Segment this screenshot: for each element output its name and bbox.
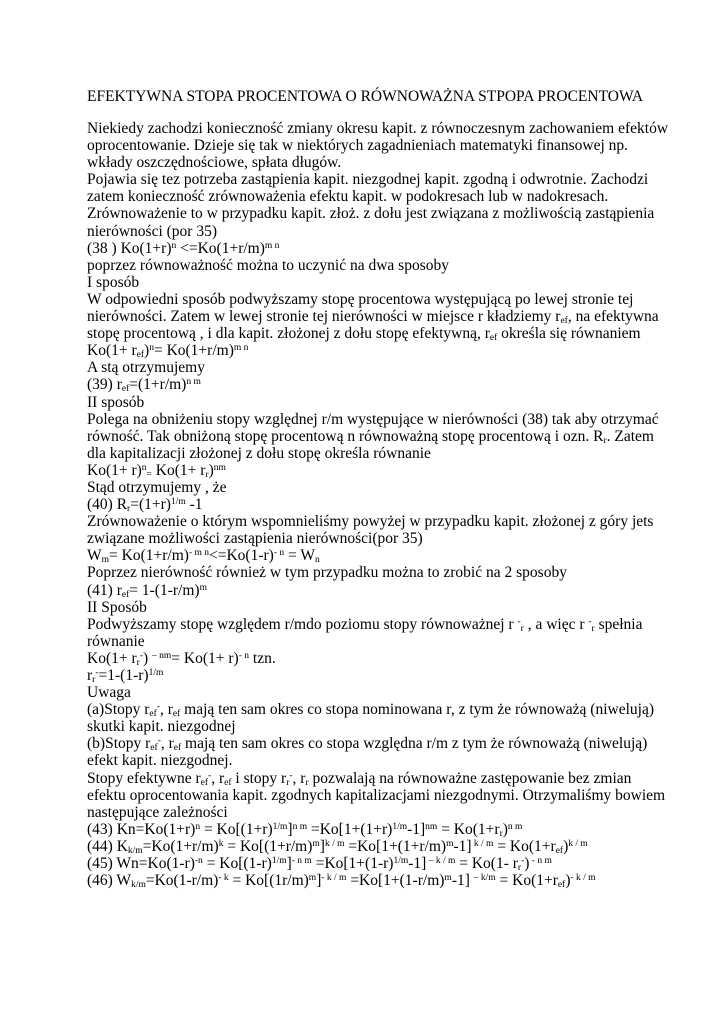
text-line	[87, 701, 677, 718]
text-line	[87, 240, 677, 257]
superscript: - n	[238, 650, 250, 661]
text-line	[87, 462, 677, 479]
superscript: nm	[213, 462, 226, 473]
text-run: Ko(1+ r	[87, 342, 137, 360]
text-run: spełnia	[594, 615, 643, 633]
subscript: r	[591, 623, 595, 634]
text-line	[87, 770, 677, 787]
text-run: Ko(1+ r	[87, 649, 137, 667]
text-run: =(1+r/m)	[129, 376, 187, 394]
text-run: tzn.	[249, 649, 276, 667]
text-line	[87, 479, 677, 496]
text-line	[87, 411, 677, 428]
superscript: 1/m	[148, 668, 164, 678]
text-line	[87, 599, 677, 616]
text-run: (41) r	[87, 581, 122, 599]
subscript: r	[205, 469, 209, 480]
text-run: zatem konieczność zrównoważenia efektu kapit. w podokresach lub w nadokresach.	[87, 188, 609, 206]
superscript: n	[141, 462, 147, 473]
text-run: (40) R	[87, 496, 128, 514]
text-run: Ko(1+ r)	[87, 461, 142, 479]
text-run: (b)Stopy r	[87, 735, 151, 753]
text-run: mają ten sam okres co stopa względna r/m z tym że równoważą (niwelują)	[181, 735, 648, 753]
text-run: <=Ko(1-r)	[209, 547, 274, 565]
text-run: (a)Stopy r	[87, 701, 150, 719]
text-line	[87, 291, 677, 308]
text-run: skutki kapit. niezgodnej	[87, 718, 236, 736]
text-line	[87, 188, 677, 205]
text-run: (45) Wn=Ko(1-r)	[87, 855, 195, 873]
superscript: n	[149, 343, 154, 354]
text-line	[87, 547, 677, 564]
text-run: = Ko[(1+r/m)	[223, 837, 313, 855]
text-run: (44) K	[87, 837, 128, 855]
text-line	[87, 496, 677, 513]
subscript: ef	[557, 880, 566, 891]
superscript: -	[156, 702, 160, 713]
superscript: -	[588, 616, 592, 627]
text-run: ]	[286, 855, 292, 873]
text-run: r	[87, 667, 93, 684]
text-run: , r	[159, 701, 173, 719]
text-run: ]	[287, 820, 293, 838]
subscript: ef	[555, 845, 564, 856]
subscript: ef	[200, 777, 209, 788]
text-run: Ko(1+ r	[151, 461, 206, 479]
text-line	[87, 308, 677, 325]
superscript: 1/m	[272, 821, 288, 832]
superscript: m	[446, 838, 454, 849]
subscript: r	[127, 504, 131, 515]
text-run: =(1+r)	[130, 496, 171, 514]
text-run: <=Ko(1+r/m)	[176, 239, 265, 257]
text-run: mają ten sam okres co stopa nominowana r, z tym że równoważą (niwelują)	[180, 701, 654, 719]
text-run: Zrównoważenie to w przypadku kapit. złoż. z dołu jest związana z możliwością zastąpienia	[87, 205, 655, 223]
text-run: )	[524, 855, 530, 873]
text-line	[87, 633, 677, 650]
superscript: -	[289, 770, 293, 781]
subscript: ef	[150, 743, 158, 754]
text-run: pozwalają na równoważne zastępowanie bez zmian	[308, 769, 632, 787]
text-line	[87, 445, 677, 462]
superscript: -	[208, 770, 212, 781]
text-line	[87, 684, 677, 701]
superscript: - m n	[188, 548, 209, 559]
text-run: =Ko[1+(1+r)	[307, 820, 393, 838]
text-line	[87, 376, 677, 393]
text-run: -1]	[408, 855, 427, 873]
superscript: nm	[425, 821, 438, 832]
document-body	[87, 120, 677, 889]
text-line	[87, 838, 677, 855]
text-line	[87, 667, 677, 684]
text-run: -1]	[451, 872, 474, 890]
text-line	[87, 855, 677, 872]
text-run: równanie	[87, 632, 145, 650]
text-run: , na efektywna	[567, 308, 659, 326]
superscript: m	[312, 838, 320, 849]
text-line	[87, 821, 677, 838]
subscript: ef	[121, 384, 130, 395]
document-title: EFEKTYWNA STOPA PROCENTOWA O RÓWNOWAŻNA STPOPA PROCENTOWA	[87, 88, 644, 105]
text-run: -1	[185, 496, 203, 514]
superscript: - k	[218, 873, 229, 884]
text-run: Uwaga	[87, 684, 131, 702]
text-run: (39) r	[87, 376, 122, 394]
text-line	[87, 564, 677, 581]
text-run: )	[563, 837, 569, 855]
subscript: r	[520, 623, 524, 634]
text-line	[87, 120, 677, 137]
text-run: =Ko[1+(1-r/m)	[346, 872, 445, 890]
text-run: , r	[160, 735, 174, 753]
text-run: nierówności. Zatem w lewej stronie tej nierówności w miejsce r kładziemy r	[87, 308, 561, 326]
text-run: II sposób	[87, 393, 145, 411]
subscript: r	[286, 777, 290, 788]
text-run: efektu oprocentowania kapit. zgodnych kapitalizacjami niezgodnymi. Otrzymaliśmy bowiem	[87, 786, 666, 804]
superscript: n m	[507, 821, 523, 832]
text-run: W odpowiedni sposób podwyższamy stopę procentowa występującą po lewej stronie tej	[87, 290, 634, 308]
text-run: efekt kapit. niezgodnej.	[87, 752, 233, 770]
subscript: k/m	[131, 880, 146, 891]
text-line	[87, 359, 677, 376]
text-line	[87, 342, 677, 359]
text-line	[87, 325, 677, 342]
text-run: nierówności (por 35)	[87, 222, 217, 240]
subscript: ef	[560, 316, 568, 327]
text-run: =1-(1-r)	[98, 667, 149, 684]
subscript: =	[146, 469, 152, 480]
text-run: )	[565, 872, 571, 890]
text-run: W	[87, 547, 102, 565]
text-run: oprocentowanie. Dzieje się tak w niektórych zagadnieniach matematyki finansowej np.	[87, 137, 629, 155]
superscript: -	[95, 668, 99, 678]
text-line	[87, 274, 677, 291]
text-run: = Ko(1+r	[495, 872, 558, 890]
subscript: ef	[172, 709, 181, 720]
superscript: - k / m	[321, 873, 347, 884]
text-run: Niekiedy zachodzi konieczność zmiany okresu kapit. z równoczesnym zachowaniem efektów	[87, 120, 669, 137]
superscript: m	[199, 582, 207, 593]
superscript: 1/m	[393, 856, 409, 867]
text-run: Pojawia się tez potrzeba zastąpienia kapit. niezgodnej kapit. zgodną i odwrotnie. Zachodzi	[87, 171, 649, 189]
subscript: r	[92, 675, 96, 685]
text-line	[87, 530, 677, 547]
text-run: II Sposób	[87, 598, 147, 616]
text-line	[87, 735, 677, 752]
text-run: Polega na obniżeniu stopy względnej r/m występujące w nierówności (38) tak aby otrzymać	[87, 410, 659, 428]
superscript: m n	[264, 240, 280, 251]
subscript: r	[603, 435, 607, 446]
text-run: następujące zależności	[87, 803, 228, 821]
text-run: -1]	[453, 837, 472, 855]
text-run: związane możliwości zastąpienia nierówności(por 35)	[87, 530, 423, 548]
superscript: – k/m	[473, 873, 496, 884]
superscript: k / m	[471, 838, 494, 849]
text-run: (43) Kn=Ko(1+r)	[87, 820, 196, 838]
text-run: =Ko(1+r/m)	[142, 837, 219, 855]
text-run: poprzez równoważność można to uczynić na dwa sposoby	[87, 256, 449, 274]
text-run: )	[502, 820, 508, 838]
subscript: ef	[121, 589, 130, 600]
text-run: = Ko(1+ r)	[171, 649, 239, 667]
superscript: k / m	[568, 838, 588, 849]
superscript: -	[157, 736, 161, 747]
text-line	[87, 752, 677, 769]
text-run: Zrównoważenie o którym wspomnieliśmy powyżej w przypadku kapit. złożonej z góry jets	[87, 513, 654, 531]
superscript: n	[195, 821, 201, 832]
text-line	[87, 205, 677, 222]
text-run: (46) W	[87, 872, 132, 890]
text-run: = Ko(1- r	[455, 855, 518, 873]
subscript: m	[101, 555, 110, 566]
text-run: = Ko(1+r	[493, 837, 556, 855]
superscript: - n	[273, 548, 285, 559]
text-run: , r	[292, 769, 306, 787]
superscript: m	[308, 873, 317, 884]
text-run: )	[142, 649, 153, 667]
superscript: - n m	[291, 856, 312, 867]
superscript: - k / m	[570, 873, 596, 884]
text-run: ]	[319, 837, 325, 855]
text-run: stopę procentową , i dla kapit. złożonej z dołu stopę efektywną, r	[87, 325, 490, 343]
text-line	[87, 428, 677, 445]
superscript: m	[444, 873, 452, 884]
subscript: n	[314, 555, 320, 566]
subscript: r	[136, 657, 140, 668]
text-run: Poprzez nierówność również w tym przypadku można to zrobić na 2 sposoby	[87, 564, 567, 582]
subscript: r	[517, 863, 522, 874]
subscript: r	[305, 777, 309, 788]
text-line	[87, 787, 677, 804]
text-line	[87, 582, 677, 599]
text-run: = 1-(1-r/m)	[129, 581, 200, 599]
text-line	[87, 257, 677, 274]
superscript: n m	[292, 821, 308, 832]
superscript: n m	[186, 377, 201, 388]
superscript: -	[139, 650, 143, 661]
superscript: -	[521, 856, 525, 867]
superscript: 1/m	[170, 497, 186, 508]
superscript: 1/m	[392, 821, 408, 832]
text-run: = Ko(1+r/m)	[109, 547, 189, 565]
text-run: , r	[211, 769, 225, 787]
superscript: -	[517, 616, 521, 627]
text-run: )	[208, 461, 214, 479]
subscript: k/m	[127, 845, 143, 856]
text-line	[87, 154, 677, 171]
text-run: = Ko(1+r/m)	[153, 342, 234, 360]
superscript: k / m	[324, 838, 345, 849]
subscript: ef	[224, 777, 232, 788]
subscript: ef	[136, 350, 145, 361]
text-run: wkłady oszczędnościowe, spłata długów.	[87, 154, 342, 172]
text-run: A stą otrzymujemy	[87, 359, 205, 377]
subscript: ef	[149, 709, 157, 720]
text-line	[87, 872, 677, 889]
superscript: – nm	[152, 650, 172, 661]
superscript: n	[171, 240, 177, 251]
text-run: równość. Tak obniżoną stopę procentową n równoważną stopę procentową i ozn. R	[87, 427, 604, 445]
text-line	[87, 171, 677, 188]
text-line	[87, 804, 677, 821]
subscript: ef	[173, 743, 182, 754]
text-run: Stopy efektywne r	[87, 769, 201, 787]
text-run: = Ko[(1r/m)	[228, 872, 309, 890]
text-run: )	[144, 342, 150, 360]
superscript: - n m	[529, 856, 552, 867]
text-run: -1]	[407, 820, 426, 838]
text-line	[87, 223, 677, 240]
text-line	[87, 718, 677, 735]
text-line	[87, 137, 677, 154]
text-run: = Ko[(1-r)	[202, 855, 272, 873]
text-run: = W	[284, 547, 315, 565]
text-run: = Ko(1+r	[437, 820, 500, 838]
subscript: r	[499, 828, 503, 839]
superscript: -n	[194, 856, 203, 867]
text-run: Podwyższamy stopę względem r/mdo poziomu stopy równoważnej r	[87, 615, 518, 633]
text-run: dla kapitalizacji złożonej z dołu stopę określa równanie	[87, 444, 431, 462]
subscript: ef	[489, 333, 498, 344]
text-run: . Zatem	[606, 427, 654, 445]
text-run: i stopy r	[231, 769, 287, 787]
text-run: =Ko[1+(1-r)	[311, 855, 394, 873]
text-line	[87, 650, 677, 667]
superscript: – k / m	[426, 856, 456, 867]
text-run: =Ko[1+(1+r/m)	[344, 837, 447, 855]
text-line	[87, 394, 677, 411]
text-run: =Ko(1-r/m)	[145, 872, 219, 890]
superscript: k	[218, 838, 224, 849]
text-run: I sposób	[87, 273, 140, 291]
text-run: = Ko[(1+r)	[200, 820, 273, 838]
text-run: określa się równaniem	[497, 325, 641, 343]
superscript: 1/m	[271, 856, 287, 867]
text-line	[87, 616, 677, 633]
text-run: ]	[316, 872, 322, 890]
superscript: m n	[233, 343, 249, 354]
text-run: (38 ) Ko(1+r)	[87, 239, 172, 257]
text-run: , a więc r	[523, 615, 589, 633]
text-line	[87, 513, 677, 530]
text-run: Stąd otrzymujemy , że	[87, 478, 227, 496]
